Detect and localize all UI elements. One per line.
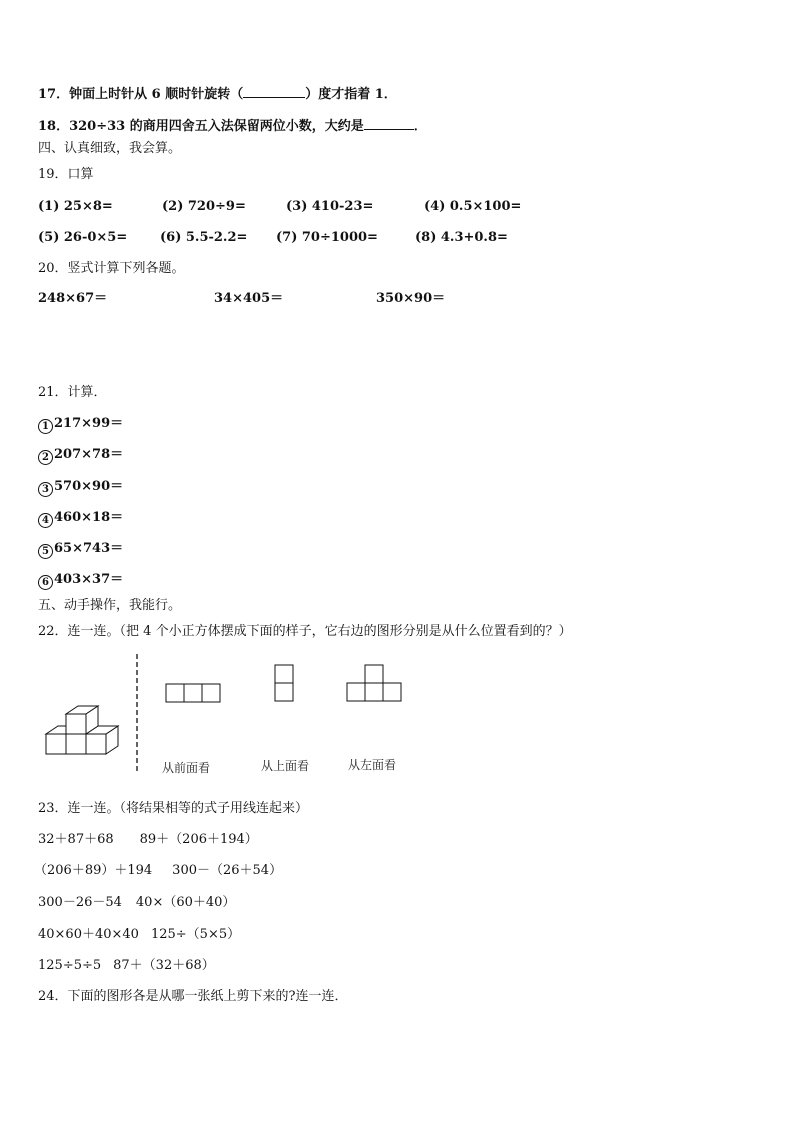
cube-stack-figure <box>40 698 130 764</box>
oral-calc-5: (5) 26-0×5= <box>38 230 128 245</box>
oral-calc-1: (1) 25×8= <box>38 199 113 214</box>
caption-front-view: 从前面看 <box>162 761 211 775</box>
calc-item-4 <box>38 509 123 528</box>
match-row-5 <box>38 957 215 975</box>
match-right-4: 125÷（5×5） <box>150 927 241 942</box>
calc-expr: 460×18＝ <box>54 510 124 525</box>
q17-text-after: ）度才指着 1． <box>305 87 397 102</box>
calc-item-2 <box>38 446 123 465</box>
calc-item-3 <box>38 478 123 497</box>
vertical-calc-3: 350×90＝ <box>376 291 446 306</box>
match-right-5: 87＋（32＋68） <box>113 958 215 973</box>
cube-front-2 <box>66 734 86 754</box>
question-18 <box>38 115 427 136</box>
circled-number-2: 2 <box>38 450 53 465</box>
section-5-heading: 五、动手操作，我能行。 <box>38 598 182 613</box>
q19-title: 19．口算 <box>38 167 94 182</box>
match-row-1 <box>38 831 258 849</box>
section-4-heading: 四、认真细致，我会算。 <box>38 141 182 156</box>
q20-title: 20．竖式计算下列各题。 <box>38 261 185 276</box>
caption-left-view: 从左面看 <box>348 758 397 772</box>
caption-top-view: 从上面看 <box>261 759 310 773</box>
circled-number-6: 6 <box>38 575 53 590</box>
calc-expr: 207×78＝ <box>54 447 124 462</box>
q22-title: 22．连一连。（把 4 个小正方体摆成下面的样子，它右边的图形分别是从什么位置看到的？） <box>38 624 572 639</box>
calc-item-6 <box>38 571 123 590</box>
match-left-2: （206＋89）＋194 <box>34 863 153 878</box>
vertical-calc-2: 34×405＝ <box>214 291 284 306</box>
q17-answer-blank[interactable] <box>243 83 305 98</box>
calc-item-5 <box>38 540 123 559</box>
q18-text-before: 320÷33 的商用四舍五入法保留两位小数，大约是 <box>69 119 364 134</box>
left-view-figure <box>345 663 403 703</box>
cube-front-1 <box>46 734 66 754</box>
match-left-5: 125÷5÷5 <box>38 958 102 973</box>
q23-title: 23．连一连。（将结果相等的式子用线连起来） <box>38 801 309 816</box>
calc-expr: 403×37＝ <box>54 572 124 587</box>
match-left-4: 40×60＋40×40 <box>38 927 139 942</box>
q18-answer-blank[interactable] <box>364 115 414 130</box>
match-left-3: 300－26－54 <box>38 895 122 910</box>
calc-expr: 570×90＝ <box>54 479 124 494</box>
front-view-figure <box>164 682 222 704</box>
cube-front-upper <box>66 714 86 734</box>
q18-number: 18． <box>38 119 70 134</box>
circled-number-5: 5 <box>38 544 53 559</box>
calc-expr: 65×743＝ <box>54 541 124 556</box>
q24-title: 24．下面的图形各是从哪一张纸上剪下来的?连一连． <box>38 989 348 1004</box>
match-left-1: 32＋87＋68 <box>38 832 114 847</box>
circled-number-4: 4 <box>38 513 53 528</box>
dashed-divider <box>134 654 140 774</box>
oral-calc-3: (3) 410-23= <box>286 199 374 214</box>
q17-text-before: 钟面上时针从 6 顺时针旋转（ <box>69 87 244 102</box>
oral-calc-6: (6) 5.5-2.2= <box>160 230 248 245</box>
oral-calc-2: (2) 720÷9= <box>162 199 246 214</box>
match-right-2: 300－（26＋54） <box>172 863 283 878</box>
circled-number-3: 3 <box>38 482 53 497</box>
q18-text-after: ． <box>413 119 427 134</box>
q21-title: 21．计算． <box>38 385 107 400</box>
match-row-4 <box>38 926 240 944</box>
calc-expr: 217×99＝ <box>54 416 124 431</box>
circled-number-1: 1 <box>38 419 53 434</box>
match-right-3: 40×（60＋40） <box>135 895 236 910</box>
oral-calc-4: (4) 0.5×100= <box>424 199 522 214</box>
calc-item-1 <box>38 415 123 434</box>
vertical-calc-1: 248×67＝ <box>38 291 108 306</box>
cube-top-left <box>46 726 66 734</box>
q17-number: 17． <box>38 87 70 102</box>
match-right-1: 89＋（206＋194） <box>139 832 258 847</box>
match-row-3 <box>38 894 235 912</box>
match-row-2 <box>34 862 282 880</box>
oral-calc-8: (8) 4.3+0.8= <box>415 230 508 245</box>
question-17 <box>38 83 397 104</box>
oral-calc-7: (7) 70÷1000= <box>276 230 378 245</box>
cube-front-3 <box>86 734 106 754</box>
top-view-figure <box>273 663 295 703</box>
